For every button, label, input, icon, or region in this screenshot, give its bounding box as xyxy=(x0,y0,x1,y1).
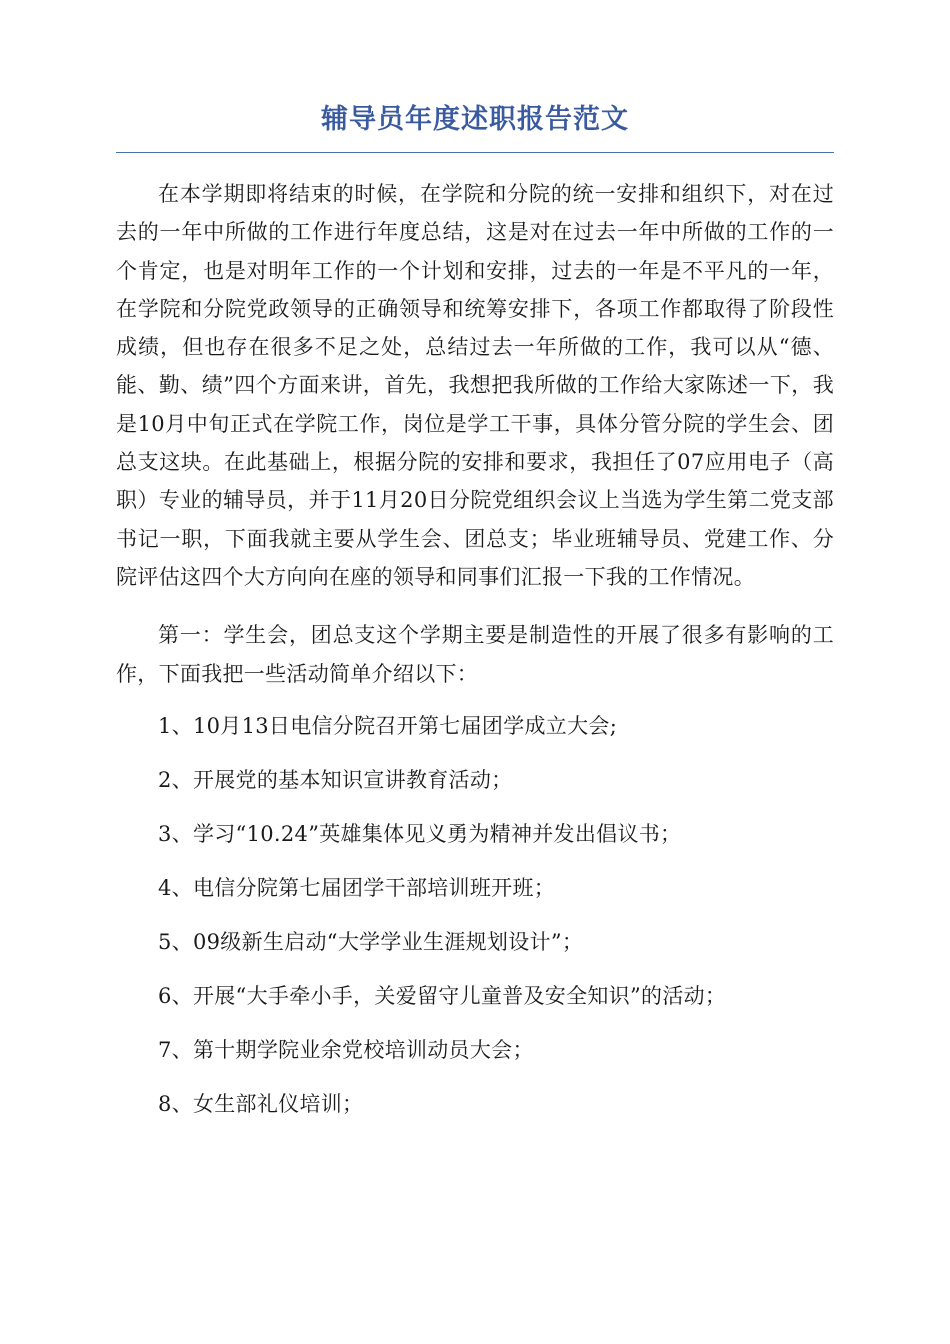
list-item: 1、10月13日电信分院召开第七届团学成立大会; xyxy=(158,713,618,738)
activity-list xyxy=(116,707,834,1123)
list-item: 7、第十期学院业余党校培训动员大会； xyxy=(158,1037,534,1062)
section-one-paragraph: 第一：学生会，团总支这个学期主要是制造性的开展了很多有影响的工作，下面我把一些活动简单介绍以下： xyxy=(116,623,834,686)
document-page xyxy=(116,100,834,1123)
intro-paragraph: 在本学期即将结束的时候，在学院和分院的统一安排和组织下，对在过去的一年中所做的工作进行年度总结，这是对在过去一年中所做的工作的一个肯定，也是对明年工作的一个计划和安排，过去的一年是不平凡的一年，在学院和分院党政领导的正确领导和统筹安排下，各项工作都取得了阶段性成绩，但也存在很多不足之处，总结过去一年所做的工作，我可以从“德、能、勤、绩”四个方面来讲，首先，我想把我所做的工作给大家陈述一下，我是10月中旬正式在学院工作，岗位是学工干事，具体分管分院的学生会、团总支这块。在此基础上，根据分院的安排和要求，我担任了07应用电子（高职）专业的辅导员，并于11月20日分院党组织会议上当选为学生第二党支部书记一职，下面我就主要从学生会、团总支；毕业班辅导员、党建工作、分院评估这四个大方向向在座的领导和同事们汇报一下我的工作情况。 xyxy=(116,182,834,589)
list-item: 3、学习“10.24”英雄集体见义勇为精神并发出倡议书； xyxy=(158,821,682,846)
list-item: 5、09级新生启动“大学学业生涯规划设计”； xyxy=(158,929,584,954)
list-item: 4、电信分院第七届团学干部培训班开班； xyxy=(158,875,556,900)
document-title: 辅导员年度述职报告范文 xyxy=(116,100,834,153)
list-item: 2、开展党的基本知识宣讲教育活动； xyxy=(158,767,513,792)
list-item: 8、女生部礼仪培训； xyxy=(158,1091,364,1116)
list-item: 6、开展“大手牵小手，关爱留守儿童普及安全知识”的活动； xyxy=(158,983,727,1008)
